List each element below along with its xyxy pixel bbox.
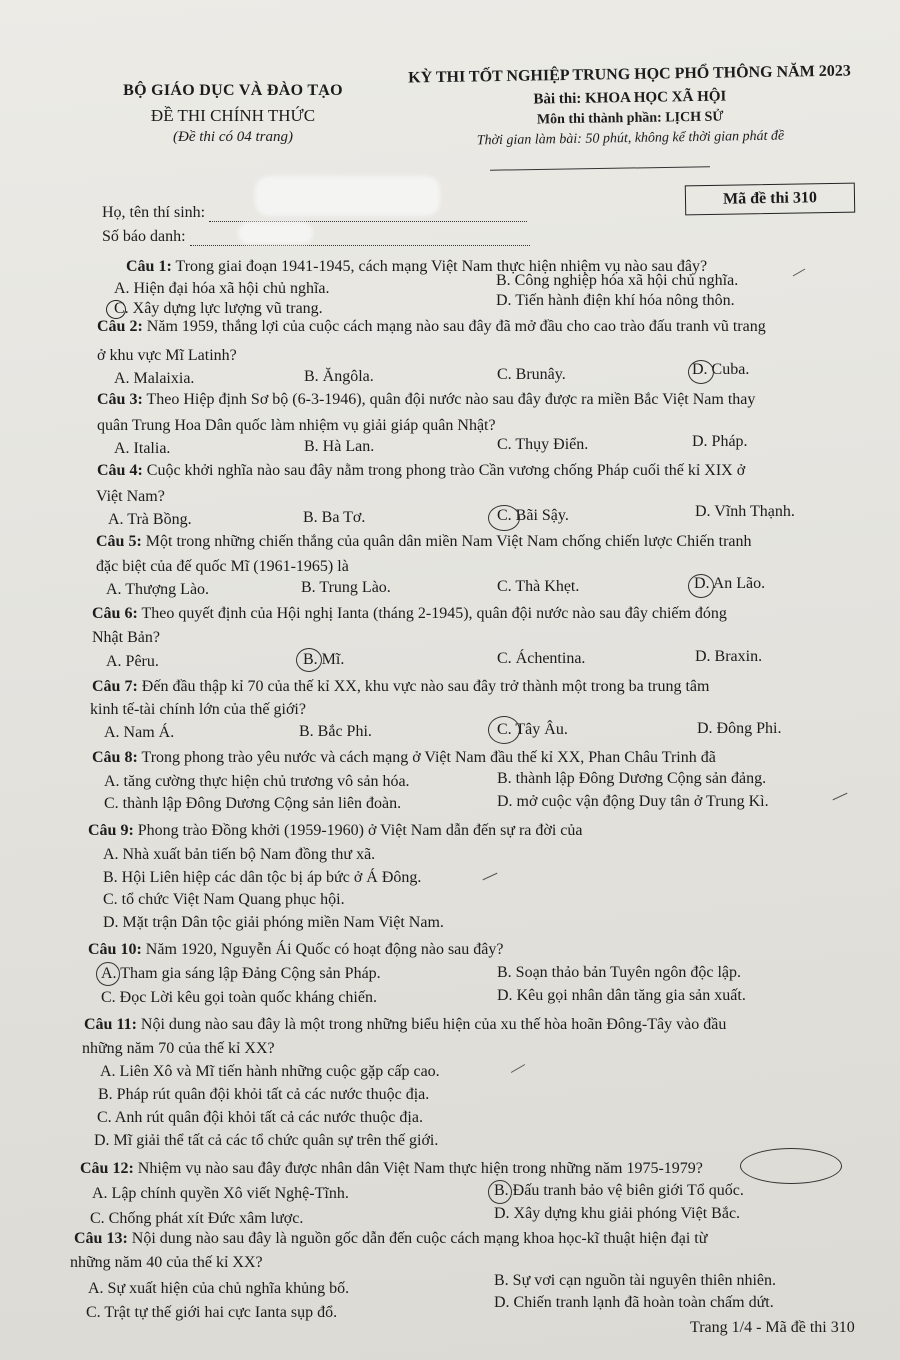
q9-option-a[interactable]: A. Nhà xuất bản tiến bộ Nam đồng thư xã. — [103, 846, 376, 863]
q6-option-d[interactable]: D. Braxin. — [695, 648, 763, 665]
question-8-text: Câu 8: Trong phong trào yêu nước và cách mạng ở Việt Nam đầu thế kỉ XX, Phan Châu Trinh đã — [92, 749, 716, 766]
q10-option-b[interactable]: B. Soạn thảo bản Tuyên ngôn độc lập. — [497, 964, 741, 981]
q8-option-a[interactable]: A. tăng cường thực hiện chủ trương vô sản hóa. — [104, 773, 410, 790]
q5-option-a[interactable]: A. Thượng Lào. — [106, 581, 210, 598]
q4-option-c[interactable]: C. Bãi Sậy. — [497, 507, 569, 524]
q6-option-b[interactable]: B. Mĩ. — [303, 651, 345, 668]
question-4-text-line2: Việt Nam? — [96, 488, 165, 505]
q5-option-d[interactable]: D. An Lão. — [694, 575, 766, 592]
q6-option-c[interactable]: C. Áchentina. — [497, 650, 586, 667]
question-4-text: Câu 4: Cuộc khởi nghĩa nào sau đây nằm trong phong trào Cần vương chống Pháp cuối thế kỉ XIX ở — [97, 462, 746, 479]
q1-option-a[interactable]: A. Hiện đại hóa xã hội chủ nghĩa. — [114, 280, 330, 297]
q4-option-d[interactable]: D. Vĩnh Thạnh. — [695, 503, 795, 520]
q9-option-d[interactable]: D. Mặt trận Dân tộc giải phóng miền Nam Việt Nam. — [103, 914, 444, 931]
question-5-text-line2: đặc biệt của đế quốc Mĩ (1961-1965) là — [96, 558, 349, 575]
paper-name: Bài thi: KHOA HỌC XÃ HỘI — [533, 88, 727, 108]
q11-option-c[interactable]: C. Anh rút quân đội khỏi tất cả các nước thuộc địa. — [97, 1109, 423, 1126]
q7-option-d[interactable]: D. Đông Phi. — [697, 720, 782, 737]
annotation-circle — [740, 1148, 842, 1184]
question-3-text: Câu 3: Theo Hiệp định Sơ bộ (6-3-1946), quân đội nước nào sau đây được ra miền Bắc Việt Nam thay — [97, 391, 756, 408]
q3-option-a[interactable]: A. Italia. — [114, 440, 171, 457]
q2-option-b[interactable]: B. Ăngôla. — [304, 368, 374, 385]
question-13-text-line2: những năm 40 của thế kỉ XX? — [70, 1254, 263, 1271]
q13-option-d[interactable]: D. Chiến tranh lạnh đã hoàn toàn chấm dứt. — [494, 1294, 774, 1311]
ministry-name: BỘ GIÁO DỤC VÀ ĐÀO TẠO — [123, 82, 343, 99]
q9-option-c[interactable]: C. tổ chức Việt Nam Quang phục hội. — [103, 891, 345, 908]
q13-option-b[interactable]: B. Sự vơi cạn nguồn tài nguyên thiên nhiên. — [494, 1272, 776, 1289]
q12-option-a[interactable]: A. Lập chính quyền Xô viết Nghệ-Tĩnh. — [92, 1185, 349, 1202]
page-footer: Trang 1/4 - Mã đề thi 310 — [690, 1319, 855, 1336]
redaction-mark — [238, 222, 313, 244]
q6-option-a[interactable]: A. Pêru. — [106, 653, 159, 670]
q12-option-b[interactable]: B. Đấu tranh bảo vệ biên giới Tổ quốc. — [494, 1182, 744, 1199]
candidate-id-label: Số báo danh: — [102, 228, 186, 245]
answer-circle — [488, 716, 520, 744]
official-label: ĐỀ THI CHÍNH THỨC — [150, 106, 316, 125]
exam-title: KỲ THI TỐT NGHIỆP TRUNG HỌC PHỔ THÔNG NĂM 2023 — [408, 62, 851, 87]
question-9-text: Câu 9: Phong trào Đồng khởi (1959-1960) ở Việt Nam dẫn đến sự ra đời của — [88, 822, 583, 839]
q12-option-c[interactable]: C. Chống phát xít Đức xâm lược. — [90, 1210, 304, 1227]
q9-option-b[interactable]: B. Hội Liên hiệp các dân tộc bị áp bức ở Á Đông. — [103, 869, 422, 886]
q3-option-c[interactable]: C. Thụy Điển. — [497, 436, 589, 453]
check-mark — [483, 873, 498, 881]
q10-option-d[interactable]: D. Kêu gọi nhân dân tăng gia sản xuất. — [497, 987, 746, 1004]
q3-option-b[interactable]: B. Hà Lan. — [304, 438, 375, 455]
question-6-text-line2: Nhật Bản? — [92, 629, 160, 646]
question-10-text: Câu 10: Năm 1920, Nguyễn Ái Quốc có hoạt động nào sau đây? — [88, 941, 504, 958]
q2-option-c[interactable]: C. Brunây. — [497, 366, 566, 383]
subject-name: Môn thi thành phần: LỊCH SỬ — [536, 109, 724, 128]
answer-circle — [688, 574, 714, 598]
question-5-text: Câu 5: Một trong những chiến thắng của quân dân miền Nam Việt Nam chống chiến lược Chiến tranh — [96, 533, 752, 550]
q5-option-c[interactable]: C. Thà Khẹt. — [497, 578, 580, 595]
redaction-mark — [255, 176, 440, 216]
check-mark — [793, 269, 806, 277]
q2-option-a[interactable]: A. Malaixia. — [114, 370, 195, 387]
answer-circle — [688, 360, 714, 384]
question-7-text-line2: kinh tế-tài chính lớn của thế giới? — [90, 701, 306, 718]
q1-option-b[interactable]: B. Công nghiệp hóa xã hội chủ nghĩa. — [496, 272, 739, 289]
q11-option-b[interactable]: B. Pháp rút quân đội khỏi tất cả các nước thuộc địa. — [98, 1086, 430, 1103]
question-1-text: Câu 1: Trong giai đoạn 1941-1945, cách mạng Việt Nam thực hiện nhiệm vụ nào sau đây? — [126, 258, 708, 275]
q13-option-c[interactable]: C. Trật tự thế giới hai cực Ianta sụp đổ. — [86, 1304, 338, 1321]
q7-option-b[interactable]: B. Bắc Phi. — [299, 723, 372, 740]
q8-option-c[interactable]: C. thành lập Đông Dương Cộng sản liên đoàn. — [104, 795, 402, 812]
q1-option-d[interactable]: D. Tiến hành điện khí hóa nông thôn. — [496, 292, 735, 309]
q3-option-d[interactable]: D. Pháp. — [692, 433, 748, 450]
check-mark — [833, 793, 848, 801]
q13-option-a[interactable]: A. Sự xuất hiện của chủ nghĩa khủng bố. — [88, 1280, 350, 1297]
question-11-text: Câu 11: Nội dung nào sau đây là một trong những biểu hiện của xu thế hòa hoãn Đông-Tây vào đầu — [84, 1016, 727, 1033]
q5-option-b[interactable]: B. Trung Lào. — [301, 579, 391, 596]
q2-option-d[interactable]: D. Cuba. — [692, 361, 750, 378]
answer-circle — [106, 300, 126, 319]
q10-option-c[interactable]: C. Đọc Lời kêu gọi toàn quốc kháng chiến. — [101, 989, 377, 1006]
question-2-text: Câu 2: Năm 1959, thắng lợi của cuộc cách mạng nào sau đây đã mở đầu cho cao trào đấu tranh vũ trang — [97, 318, 766, 335]
q8-option-d[interactable]: D. mở cuộc vận động Duy tân ở Trung Kì. — [497, 793, 769, 810]
q7-option-a[interactable]: A. Nam Á. — [104, 724, 175, 741]
question-6-text: Câu 6: Theo quyết định của Hội nghị Ianta (tháng 2-1945), quân đội nước nào sau đây chiếm đóng — [92, 605, 727, 622]
q7-option-c[interactable]: C. Tây Âu. — [497, 721, 568, 738]
question-11-text-line2: những năm 70 của thế kỉ XX? — [82, 1040, 275, 1057]
page-count: (Đề thi có 04 trang) — [173, 129, 293, 145]
q4-option-b[interactable]: B. Ba Tơ. — [303, 509, 366, 526]
question-13-text: Câu 13: Nội dung nào sau đây là nguồn gốc dẫn đến cuộc cách mạng khoa học-kĩ thuật hiện đại từ — [74, 1230, 708, 1247]
header-left — [118, 82, 348, 146]
candidate-name-label: Họ, tên thí sinh: — [102, 204, 206, 221]
header-right — [379, 62, 880, 151]
answer-circle — [96, 962, 120, 986]
exam-code-box: Mã đề thi 310 — [685, 183, 855, 216]
answer-circle — [488, 1180, 512, 1204]
header-divider — [490, 166, 710, 170]
check-mark — [511, 1064, 525, 1073]
answer-circle — [296, 648, 322, 672]
q11-option-d[interactable]: D. Mĩ giải thể tất cả các tổ chức quân sự trên thế giới. — [94, 1132, 439, 1149]
question-7-text: Câu 7: Đến đầu thập kỉ 70 của thế kỉ XX, khu vực nào sau đây trở thành một trong ba trung tâm — [92, 678, 710, 695]
q11-option-a[interactable]: A. Liên Xô và Mĩ tiến hành những cuộc gặp cấp cao. — [100, 1063, 440, 1080]
question-3-text-line2: quân Trung Hoa Dân quốc làm nhiệm vụ giải giáp quân Nhật? — [97, 417, 496, 434]
candidate-id-row — [102, 228, 530, 246]
answer-circle — [488, 505, 520, 531]
q4-option-a[interactable]: A. Trà Bồng. — [108, 511, 192, 528]
question-2-text-line2: ở khu vực Mĩ Latinh? — [97, 347, 237, 364]
q12-option-d[interactable]: D. Xây dựng khu giải phóng Việt Bắc. — [494, 1205, 741, 1222]
q1-option-c[interactable]: C. Xây dựng lực lượng vũ trang. — [114, 300, 323, 318]
q8-option-b[interactable]: B. thành lập Đông Dương Cộng sản đảng. — [497, 770, 767, 787]
q10-option-a[interactable]: A. Tham gia sáng lập Đảng Cộng sản Pháp. — [101, 965, 381, 982]
question-12-text: Câu 12: Nhiệm vụ nào sau đây được nhân dân Việt Nam thực hiện trong những năm 1975-1979? — [80, 1160, 703, 1177]
time-limit: Thời gian làm bài: 50 phút, không kể thời gian phát đề — [476, 128, 785, 149]
